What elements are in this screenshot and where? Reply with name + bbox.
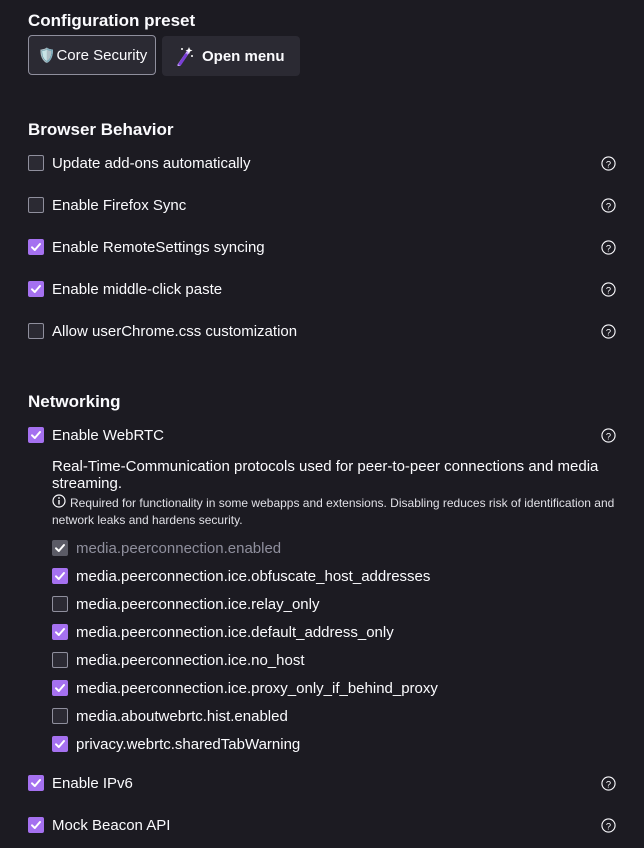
- option-checkbox[interactable]: [28, 281, 44, 297]
- checkmark-icon: [30, 283, 42, 295]
- pref-checkbox[interactable]: [52, 568, 68, 584]
- browser-option[interactable]: [28, 278, 616, 300]
- checkmark-icon: [54, 738, 66, 750]
- checkmark-icon: [54, 570, 66, 582]
- option-checkbox[interactable]: [28, 323, 44, 339]
- option-label: Enable middle-click paste: [52, 280, 223, 298]
- preset-select-value: Core Security: [56, 46, 148, 64]
- pref-label: media.peerconnection.ice.relay_only: [76, 595, 320, 613]
- browser-option[interactable]: [28, 236, 616, 258]
- preset-select[interactable]: [28, 35, 156, 75]
- webrtc-pref-option[interactable]: [52, 593, 616, 615]
- webrtc-pref-option[interactable]: [52, 565, 616, 587]
- pref-label: media.aboutwebrtc.hist.enabled: [76, 707, 288, 725]
- pref-checkbox: [52, 540, 68, 556]
- checkmark-icon: [54, 542, 66, 554]
- shield-icon: 🛡️: [38, 46, 56, 63]
- webrtc-label: Enable WebRTC: [52, 426, 165, 444]
- checkmark-icon: [30, 429, 42, 441]
- pref-label: media.peerconnection.ice.default_address_only: [76, 623, 394, 641]
- browser-option[interactable]: [28, 194, 616, 216]
- browser-option[interactable]: [28, 152, 616, 174]
- webrtc-pref-option[interactable]: [52, 733, 616, 755]
- webrtc-pref-option[interactable]: [52, 621, 616, 643]
- pref-label: media.peerconnection.ice.no_host: [76, 651, 305, 669]
- svg-text:?: ?: [605, 326, 612, 337]
- webrtc-pref-option: [52, 537, 616, 559]
- open-menu-label: Open menu: [202, 47, 285, 65]
- help-icon[interactable]: [601, 818, 616, 833]
- pref-label: media.peerconnection.ice.proxy_only_if_behind_proxy: [76, 679, 438, 697]
- option-checkbox[interactable]: [28, 239, 44, 255]
- svg-text:?: ?: [605, 778, 612, 789]
- pref-label: media.peerconnection.enabled: [76, 539, 282, 557]
- help-icon[interactable]: [601, 198, 616, 213]
- svg-text:?: ?: [605, 284, 612, 295]
- option-checkbox[interactable]: [28, 197, 44, 213]
- help-icon[interactable]: [601, 282, 616, 297]
- webrtc-pref-option[interactable]: [52, 677, 616, 699]
- pref-checkbox[interactable]: [52, 652, 68, 668]
- help-icon[interactable]: [601, 156, 616, 171]
- webrtc-note: [52, 494, 622, 529]
- svg-text:?: ?: [605, 242, 612, 253]
- option-label: Allow userChrome.css customization: [52, 322, 298, 340]
- checkmark-icon: [30, 777, 42, 789]
- help-icon[interactable]: [601, 324, 616, 339]
- browser-option[interactable]: [28, 320, 616, 342]
- pref-checkbox[interactable]: [52, 680, 68, 696]
- ipv6-label: Enable IPv6: [52, 774, 133, 792]
- option-label: Update add-ons automatically: [52, 154, 251, 172]
- pref-checkbox[interactable]: [52, 708, 68, 724]
- webrtc-option[interactable]: [28, 424, 616, 446]
- checkmark-icon: [54, 626, 66, 638]
- option-label: Enable RemoteSettings syncing: [52, 238, 265, 256]
- magic-wand-icon: [176, 46, 194, 66]
- svg-text:?: ?: [605, 200, 612, 211]
- help-icon[interactable]: [601, 428, 616, 443]
- pref-checkbox[interactable]: [52, 624, 68, 640]
- webrtc-pref-option[interactable]: [52, 705, 616, 727]
- ipv6-option[interactable]: [28, 772, 616, 794]
- pref-checkbox[interactable]: [52, 596, 68, 612]
- svg-text:?: ?: [605, 430, 612, 441]
- beacon-option[interactable]: [28, 814, 616, 836]
- option-label: Enable Firefox Sync: [52, 196, 187, 214]
- webrtc-description: Real-Time-Communication protocols used for peer-to-peer connections and media streaming.: [52, 458, 599, 492]
- preset-section-title: Configuration preset: [28, 11, 196, 30]
- help-icon[interactable]: [601, 240, 616, 255]
- svg-text:?: ?: [605, 158, 612, 169]
- webrtc-pref-option[interactable]: [52, 649, 616, 671]
- networking-section-title: Networking: [28, 392, 121, 411]
- pref-checkbox[interactable]: [52, 736, 68, 752]
- beacon-label: Mock Beacon API: [52, 816, 171, 834]
- open-menu-button[interactable]: [162, 36, 300, 76]
- webrtc-checkbox[interactable]: [28, 427, 44, 443]
- webrtc-note-text: Required for functionality in some webapps and extensions. Disabling reduces risk of identification and network leaks and hardens security.: [52, 496, 615, 527]
- checkmark-icon: [30, 819, 42, 831]
- checkmark-icon: [54, 682, 66, 694]
- option-checkbox[interactable]: [28, 155, 44, 171]
- browser-section-title: Browser Behavior: [28, 120, 174, 139]
- beacon-checkbox[interactable]: [28, 817, 44, 833]
- svg-text:?: ?: [605, 820, 612, 831]
- ipv6-checkbox[interactable]: [28, 775, 44, 791]
- pref-label: media.peerconnection.ice.obfuscate_host_addresses: [76, 567, 431, 585]
- info-icon: [52, 494, 66, 508]
- pref-label: privacy.webrtc.sharedTabWarning: [76, 735, 301, 753]
- checkmark-icon: [30, 241, 42, 253]
- help-icon[interactable]: [601, 776, 616, 791]
